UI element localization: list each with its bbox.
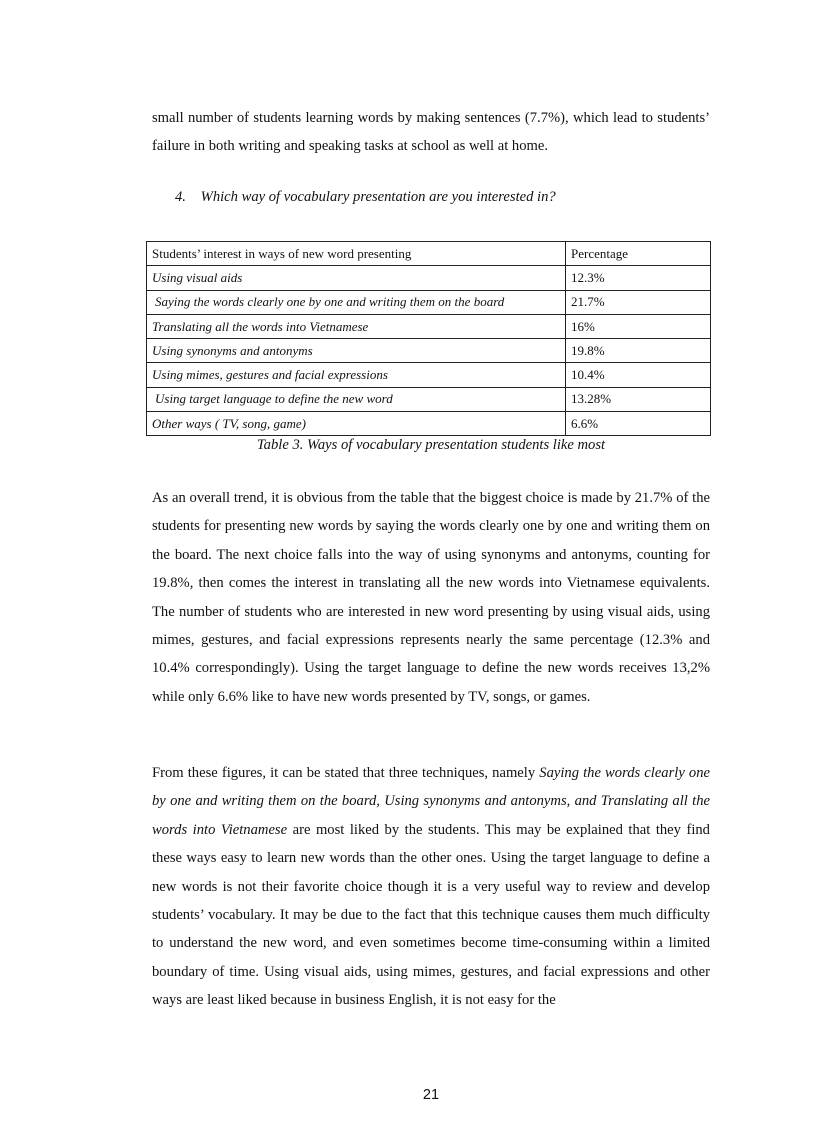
row-value: 6.6% bbox=[566, 412, 711, 436]
row-value: 12.3% bbox=[566, 266, 711, 290]
table-row bbox=[147, 339, 711, 363]
figures-emphasis-text: Saying the words clearly one by one and writing them on the board, Using synonyms and antonyms, and Translating all the words into Vietnamese bbox=[152, 765, 710, 838]
figures-rest-text: are most liked by the students. This may be explained that they find these ways easy to learn new words than the other ones. Using the target language to define a new words is not their favorite choice though it is a very useful way to review and develop students’ vocabulary. It may be due to the fact that this technique causes them much difficulty to understand the new word, and even sometimes become time-consuming within a limited boundary of time. Using visual aids, using mimes, gestures, and facial expressions and other ways are least liked because in business English, it is not easy for the bbox=[152, 821, 710, 1009]
table-row bbox=[147, 266, 711, 290]
row-label: Other ways ( TV, song, game) bbox=[147, 412, 566, 436]
row-label: Translating all the words into Vietnamese bbox=[147, 314, 566, 338]
table-row bbox=[147, 363, 711, 387]
table-caption: Table 3. Ways of vocabulary presentation students like most bbox=[256, 437, 606, 453]
table-header-row bbox=[147, 242, 711, 266]
table-row bbox=[147, 314, 711, 338]
trend-paragraph: As an overall trend, it is obvious from the table that the biggest choice is made by 21.7% of the students for presenting new words by saying the words clearly one by one and writing them on the board. The next choice falls into the way of using synonyms and antonyms, counting for 19.8%, then comes the interest in translating all the new words into Vietnamese equivalents. The number of students who are interested in new word presenting by using visual aids, using mimes, gestures, and facial expressions represents nearly the same percentage (12.3% and 10.4% correspondingly). Using the target language to define the new words receives 13,2% while only 6.6% like to have new words presented by TV, songs, or games. bbox=[152, 490, 710, 705]
figures-paragraph bbox=[152, 759, 710, 1015]
table-row bbox=[147, 412, 711, 436]
survey-question bbox=[175, 189, 556, 206]
page-number: 21 bbox=[422, 1087, 440, 1103]
row-value: 13.28% bbox=[566, 387, 711, 411]
row-label: Using visual aids bbox=[147, 266, 566, 290]
header-cell-interest: Students’ interest in ways of new word presenting bbox=[147, 242, 566, 266]
row-label: Saying the words clearly one by one and writing them on the board bbox=[147, 290, 566, 314]
row-value: 21.7% bbox=[566, 290, 711, 314]
row-label: Using target language to define the new word bbox=[147, 387, 566, 411]
row-label: Using synonyms and antonyms bbox=[147, 339, 566, 363]
row-value: 16% bbox=[566, 314, 711, 338]
row-value: 19.8% bbox=[566, 339, 711, 363]
figures-lead-text: From these figures, it can be stated that three techniques, namely bbox=[152, 765, 540, 781]
question-number: 4. bbox=[175, 189, 186, 205]
question-text: Which way of vocabulary presentation are you interested in? bbox=[200, 189, 556, 205]
row-label: Using mimes, gestures and facial expressions bbox=[147, 363, 566, 387]
vocabulary-presentation-table bbox=[146, 241, 711, 436]
table-row bbox=[147, 387, 711, 411]
table-row bbox=[147, 290, 711, 314]
header-cell-percentage: Percentage bbox=[566, 242, 711, 266]
row-value: 10.4% bbox=[566, 363, 711, 387]
intro-paragraph: small number of students learning words by making sentences (7.7%), which lead to students’ failure in both writing and speaking tasks at school as well at home. bbox=[152, 110, 710, 155]
